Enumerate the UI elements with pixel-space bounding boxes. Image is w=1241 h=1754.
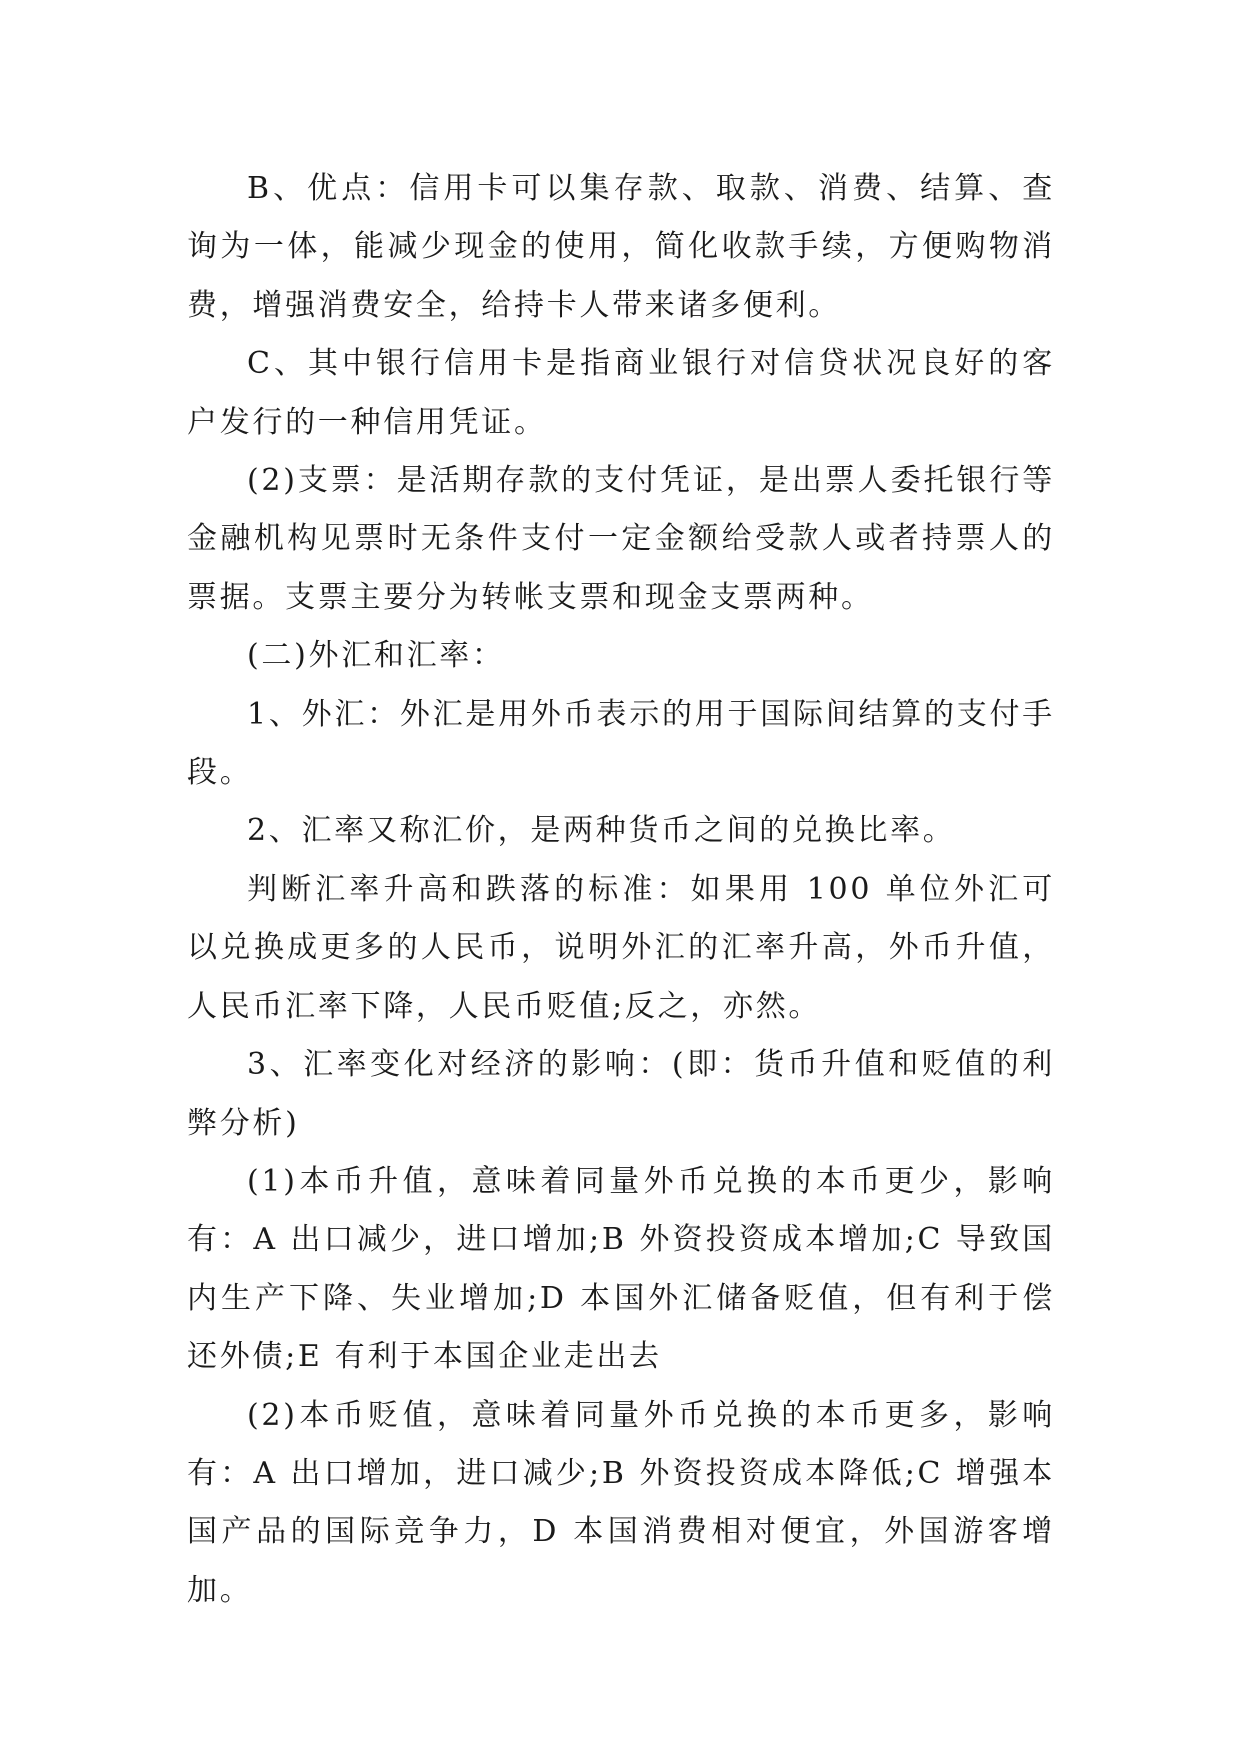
paragraph-bank-credit-card: C、其中银行信用卡是指商业银行对信贷状况良好的客户发行的一种信用凭证。 — [187, 346, 1055, 440]
paragraph-exchange-rate-impact: 3、汇率变化对经济的影响：(即：货币升值和贬值的利弊分析) — [187, 1047, 1055, 1141]
paragraph-forex-definition: 1、外汇：外汇是用外币表示的用于国际间结算的支付手段。 — [187, 696, 1055, 791]
paragraph-exchange-rate-definition: 2、汇率又称汇价，是两种货币之间的兑换比率。 — [247, 813, 956, 849]
paragraph-credit-card-advantages: B、优点：信用卡可以集存款、取款、消费、结算、查询为一体，能减少现金的使用，简化收款手续，方便购物消费，增强消费安全，给持卡人带来诸多便利。 — [187, 171, 1055, 323]
document-body — [187, 160, 1055, 1620]
paragraph-exchange-rate-criteria: 判断汇率升高和跌落的标准：如果用 100 单位外汇可以兑换成更多的人民币，说明外汇的汇率升高，外币升值，人民币汇率下降，人民币贬值;反之，亦然。 — [187, 871, 1055, 1024]
paragraph-depreciation: (2)本币贬值，意味着同量外币兑换的本币更多，影响有：A 出口增加，进口减少;B 外资投资成本降低;C 增强本国产品的国际竞争力，D 本国消费相对便宜，外国游客增加。 — [187, 1397, 1055, 1608]
paragraph-appreciation: (1)本币升值，意味着同量外币兑换的本币更少，影响有：A 出口减少，进口增加;B 外资投资成本增加;C 导致国内生产下降、失业增加;D 本国外汇储备贬值，但有利于偿还外债;E 有利于本国企业走出去 — [187, 1163, 1055, 1375]
paragraph-cheque: (2)支票：是活期存款的支付凭证，是出票人委托银行等金融机构见票时无条件支付一定金额给受款人或者持票人的票据。支票主要分为转帐支票和现金支票两种。 — [187, 463, 1055, 615]
section-heading-forex: (二)外汇和汇率： — [247, 638, 505, 674]
